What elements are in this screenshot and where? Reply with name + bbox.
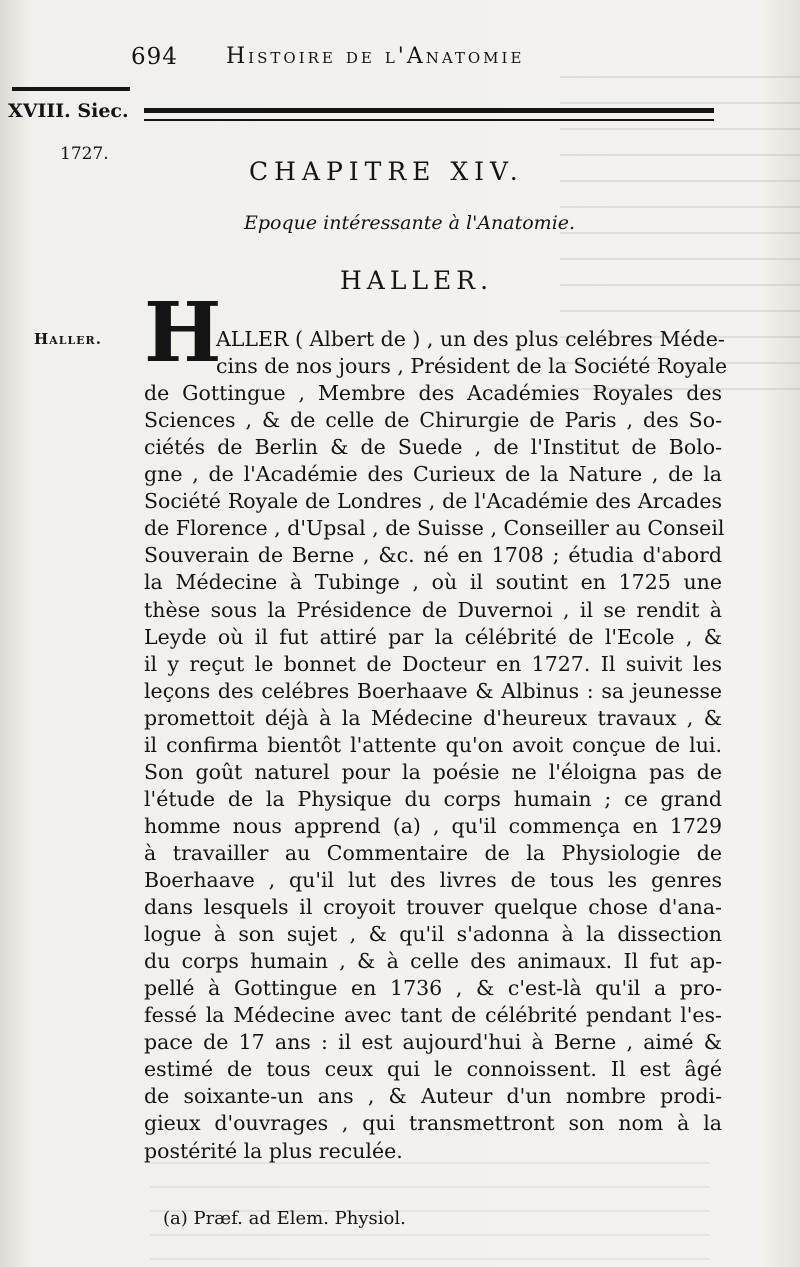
margin-year: 1727. [60,144,109,164]
header-rule-thin [144,119,714,121]
text-line: il confirma bientôt l'attente qu'on avoit conçue de lui. [144,732,722,757]
text-line: la Médecine à Tubinge , où il soutint en 1725 une [144,570,722,595]
text-line: postérité la plus reculée. [144,1138,403,1163]
text-line: l'étude de la Physique du corps humain ; ce grand [144,786,722,811]
text-line: leçons des celébres Boerhaave & Albinus : sa jeunesse [144,678,722,703]
text-line: il y reçut le bonnet de Docteur en 1727. Il suivit les [144,651,722,676]
text-line: promettoit déjà à la Médecine d'heureux travaux , & [144,705,722,730]
margin-rule [12,87,130,91]
text-line: gne , de l'Académie des Curieux de la Nature , de la [144,462,722,487]
margin-century: XVIII. Siec. [8,100,129,122]
text-line: de Florence , d'Upsal , de Suisse , Conseiller au Conseil [144,516,725,541]
text-line: estimé de tous ceux qui le connoissent. Il est âgé [144,1057,722,1082]
text-line: de soixante-un ans , & Auteur d'un nombre prodi- [144,1084,722,1109]
text-line: thèse sous la Présidence de Duvernoi , il se rendit à [144,597,722,622]
text-line: Sciences , & de celle de Chirurgie de Paris , des So- [144,408,722,433]
text-line: pellé à Gottingue en 1736 , & c'est-là qu'il a pro- [144,976,722,1001]
running-title: Histoire de l'Anatomie [226,44,525,69]
text-line: homme nous apprend (a) , qu'il commença en 1729 [144,813,722,838]
bleed-through-shadow-bottom [150,1150,710,1260]
text-line: fessé la Médecine avec tant de célébrité pendant l'es- [144,1003,722,1028]
text-line: Son goût naturel pour la poésie ne l'éloigna pas de [144,759,722,784]
chapter-title: CHAPITRE XIV. [249,157,524,186]
text-line: gieux d'ouvrages , qui transmettront son nom à la [144,1111,722,1136]
page-number: 694 [131,44,178,70]
text-line: Société Royale de Londres , de l'Académie des Arcades [144,489,722,514]
text-line: ciétés de Berlin & de Suede , de l'Institut de Bolo- [144,435,722,460]
text-line: de Gottingue , Membre des Académies Royales des [144,381,722,406]
text-line: Boerhaave , qu'il lut des livres de tous les genres [144,868,722,892]
header-rule-thick [144,108,714,113]
drop-cap: H [144,285,222,381]
margin-name: Haller. [34,330,102,348]
text-line: ALLER ( Albert de ) , un des plus celébres Méde- [216,327,725,351]
text-line: du corps humain , & à celle des animaux. Il fut ap- [144,949,722,974]
text-line: logue à son sujet , & qu'il s'adonna à la dissection [144,922,722,947]
chapter-subtitle: Epoque intéressante à l'Anatomie. [244,212,576,234]
text-line: à travailler au Commentaire de la Physiologie de [144,840,722,865]
text-line: cins de nos jours , Président de la Société Royale [216,354,728,379]
footnote: (a) Præf. ad Elem. Physiol. [163,1208,406,1229]
section-heading: HALLER. [340,266,494,295]
text-line: Leyde où il fut attiré par la célébrité de l'Ecole , & [144,624,722,649]
text-line: Souverain de Berne , &c. né en 1708 ; étudia d'abord [144,543,722,568]
text-line: pace de 17 ans : il est aujourd'hui à Berne , aimé & [144,1030,722,1055]
text-line: dans lesquels il croyoit trouver quelque chose d'ana- [144,895,722,920]
